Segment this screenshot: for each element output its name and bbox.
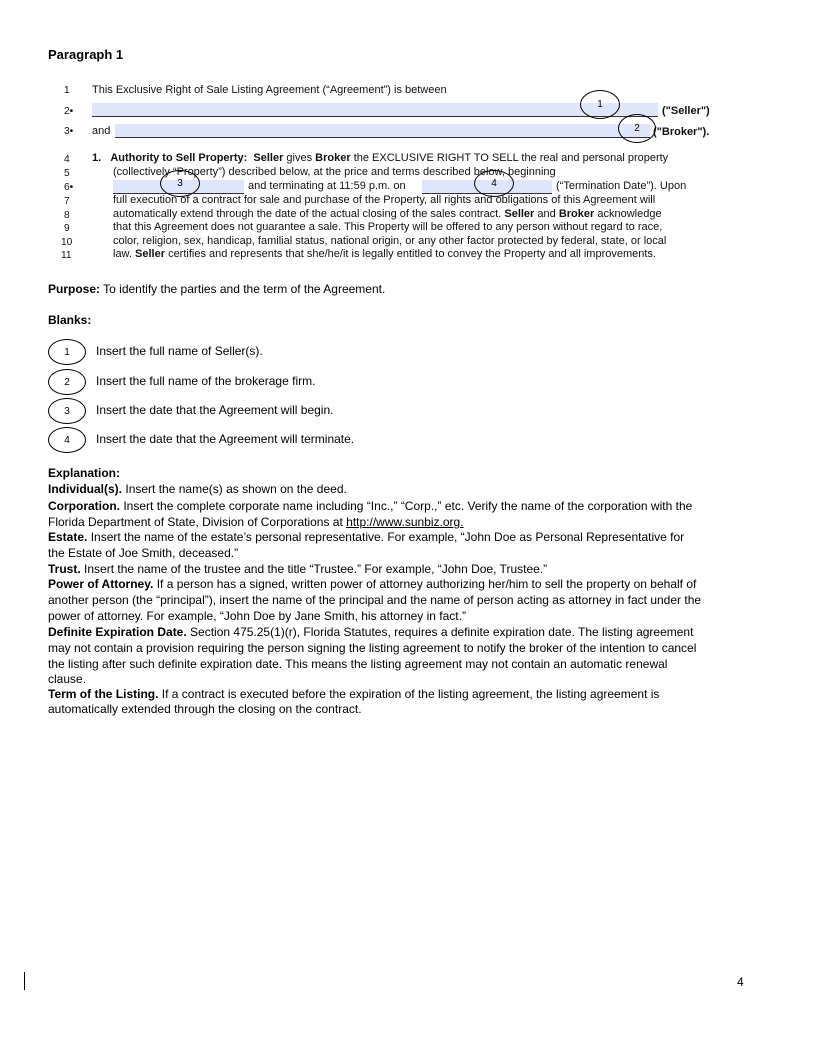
term-line-2: automatically extended through the closing on the contract. xyxy=(48,702,362,716)
callout-3: 3 xyxy=(160,170,200,197)
excerpt-line-9: that this Agreement does not guarantee a sale. This Property will be offered to any person without regard to race, xyxy=(113,221,663,233)
purpose xyxy=(48,282,385,296)
corporation-line-2 xyxy=(48,515,464,529)
seller-term: Seller xyxy=(135,248,165,260)
callout-4: 4 xyxy=(474,170,514,197)
blank-description: Insert the full name of the brokerage firm. xyxy=(96,374,316,388)
line-number: 9 xyxy=(64,223,70,234)
excerpt-text: law. xyxy=(113,248,132,260)
blanks-label: Blanks: xyxy=(48,313,92,327)
broker-term: Broker xyxy=(315,152,351,164)
individual-line xyxy=(48,482,347,496)
estate-label: Estate. xyxy=(48,530,88,544)
ded-text: Section 475.25(1)(r), Florida Statutes, requires a definite expiration date. The listing agreement xyxy=(190,625,694,639)
blank-description: Insert the full name of Seller(s). xyxy=(96,344,263,358)
excerpt-line-5: (collectively “Property”) described below, at the price and terms described below, beginning xyxy=(113,166,556,178)
page-number: 4 xyxy=(737,975,744,989)
corporation-text: Florida Department of State, Division of Corporations at xyxy=(48,515,343,529)
broker-label: ("Broker"). xyxy=(653,126,710,138)
and-label: and xyxy=(92,125,111,137)
poa-line-3: power of attorney. For example, “John Doe by Jane Smith, his attorney in fact.” xyxy=(48,609,466,623)
blank-number-oval: 2 xyxy=(48,369,86,395)
excerpt-text: and xyxy=(537,208,556,220)
line-number: 4 xyxy=(64,154,70,165)
term-label: Term of the Listing. xyxy=(48,687,159,701)
purpose-label: Purpose: xyxy=(48,282,101,296)
estate-line-1 xyxy=(48,530,684,544)
line-number: 7 xyxy=(64,196,70,207)
excerpt-line-11 xyxy=(113,248,656,260)
broker-term: Broker xyxy=(558,208,595,220)
term-line-1 xyxy=(48,687,659,701)
estate-text: Insert the name of the estate’s personal representative. For example, “John Doe as Personal Representative for xyxy=(90,530,685,544)
excerpt-line-7: full execution of a contract for sale and purchase of the Property, all rights and obligations of this Agreement will xyxy=(113,194,656,206)
trust-line xyxy=(48,562,547,576)
excerpt-text: gives xyxy=(286,152,313,164)
ded-line-2: may not contain a provision requiring the person signing the listing agreement to notify the broker of the intention to cancel xyxy=(48,641,697,655)
excerpt-text: certifies and represents that she/he/it is legally entitled to convey the Property and all improvements. xyxy=(168,248,656,260)
term-text: If a contract is executed before the expiration of the listing agreement, the listing agreement is xyxy=(161,687,660,701)
estate-line-2: the Estate of Joe Smith, deceased.” xyxy=(48,546,239,560)
excerpt-line-10: color, religion, sex, handicap, familial status, national origin, or any other factor protected by federal, state, or local xyxy=(113,235,667,247)
excerpt-line-8 xyxy=(113,208,662,220)
ded-line-1 xyxy=(48,625,693,639)
section-title: Authority to Sell Property: xyxy=(110,152,248,164)
line-number: 8 xyxy=(64,210,70,221)
individual-text: Insert the name(s) as shown on the deed. xyxy=(125,482,347,496)
sunbiz-link[interactable]: http://www.sunbiz.org. xyxy=(346,515,464,529)
poa-text: If a person has a signed, written power of attorney authorizing her/him to sell the property on behalf of xyxy=(156,577,697,591)
ded-label: Definite Expiration Date. xyxy=(48,625,187,639)
section-number: 1. xyxy=(92,152,102,164)
line-number: 11 xyxy=(61,250,72,261)
purpose-text: To identify the parties and the term of the Agreement. xyxy=(103,282,386,296)
trust-text: Insert the name of the trustee and the title “Trustee.” For example, “John Doe, Trustee.” xyxy=(84,562,548,576)
blank-description: Insert the date that the Agreement will terminate. xyxy=(96,432,355,446)
seller-term: Seller xyxy=(253,152,284,164)
trust-label: Trust. xyxy=(48,562,81,576)
corporation-line-1 xyxy=(48,499,692,513)
line-number: 6• xyxy=(64,182,74,193)
page-heading: Paragraph 1 xyxy=(48,47,124,62)
excerpt-line-4 xyxy=(92,152,668,164)
corporation-text: Insert the complete corporate name including “Inc.,” “Corp.,” etc. Verify the name of the corporation with the xyxy=(123,499,693,513)
excerpt-text: acknowledge xyxy=(597,208,662,220)
poa-label: Power of Attorney. xyxy=(48,577,154,591)
line-number: 3• xyxy=(64,126,74,137)
corporation-label: Corporation. xyxy=(48,499,120,513)
text-cursor xyxy=(24,972,25,990)
poa-line-1 xyxy=(48,577,696,591)
callout-2: 2 xyxy=(618,114,656,143)
blank-description: Insert the date that the Agreement will begin. xyxy=(96,403,334,417)
line-number: 2• xyxy=(64,106,74,117)
excerpt-text: automatically extend through the date of the actual closing of the sales contract. xyxy=(113,208,502,220)
broker-name-field[interactable] xyxy=(115,124,650,138)
seller-label: ("Seller") xyxy=(662,105,710,117)
explanation-label: Explanation: xyxy=(48,466,121,480)
excerpt-text: the EXCLUSIVE RIGHT TO SELL the real and personal property xyxy=(353,152,669,164)
blank-number-oval: 4 xyxy=(48,427,86,453)
seller-name-field[interactable] xyxy=(92,103,658,117)
line-number: 1 xyxy=(64,85,70,96)
excerpt-line-6-end: (“Termination Date”). Upon xyxy=(556,180,687,192)
excerpt-line-6-mid: and terminating at 11:59 p.m. on xyxy=(248,180,406,192)
poa-line-2: another person (the “principal”), insert the name of the principal and the name of person acting as attorney in fact under the xyxy=(48,593,702,607)
blank-number-oval: 3 xyxy=(48,398,86,424)
line-number: 10 xyxy=(61,237,73,248)
individual-label: Individual(s). xyxy=(48,482,123,496)
ded-line-3: the listing after such definite expiration date. This means the listing agreement may not contain an automatic renewal xyxy=(48,657,668,671)
line-number: 5 xyxy=(64,168,70,179)
callout-1: 1 xyxy=(580,90,620,119)
blank-number-oval: 1 xyxy=(48,339,86,365)
seller-term: Seller xyxy=(504,208,535,220)
ded-line-4: clause. xyxy=(48,672,87,686)
excerpt-line-1: This Exclusive Right of Sale Listing Agreement (“Agreement”) is between xyxy=(92,84,447,96)
